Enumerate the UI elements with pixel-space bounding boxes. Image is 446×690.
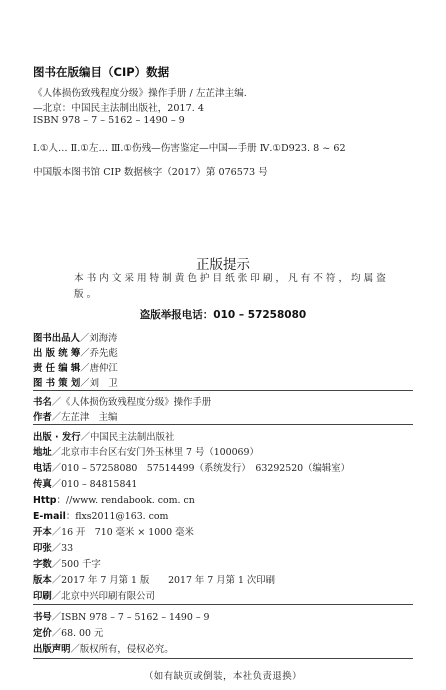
publisher-label: 开本 — [33, 527, 52, 538]
pricing-value: ／版权所有，侵权必究。 — [70, 644, 174, 655]
pricing-value: ／ISBN 978 – 7 – 5162 – 1490 – 9 — [51, 612, 210, 623]
notice-body: 本书内文采用特制黄色护目纸张印刷，凡有不符，均属盗版。 — [74, 273, 389, 300]
staff-label: 出 版 统 筹 — [33, 348, 81, 359]
staff-row — [33, 360, 118, 374]
staff-row — [33, 345, 118, 359]
piracy-hotline: 盗版举报电话：010 – 57258080 — [139, 309, 307, 321]
publisher-row — [33, 460, 350, 474]
publisher-value: ／010 – 84815841 — [51, 479, 138, 490]
staff-value: ／刘 卫 — [80, 378, 118, 389]
publisher-label: 传真 — [33, 479, 52, 490]
notice-title: 正版提示 — [196, 257, 250, 273]
publisher-row — [33, 492, 195, 506]
divider — [33, 390, 413, 391]
book-row — [33, 394, 211, 408]
staff-label: 图书出品人 — [33, 333, 80, 344]
publisher-value: ／北京市丰台区右安门外玉林里 7 号（100069） — [51, 447, 259, 458]
publisher-label: Http — [33, 495, 57, 506]
pricing-row — [33, 625, 103, 639]
publisher-row — [33, 556, 101, 570]
staff-label: 责 任 编 辑 — [33, 363, 81, 374]
staff-row — [33, 375, 118, 389]
publisher-value: ／中国民主法制出版社 — [80, 432, 175, 443]
publisher-label: 地址 — [33, 447, 52, 458]
publisher-row — [33, 476, 137, 490]
publisher-label: 出版 · 发行 — [33, 432, 81, 443]
publisher-value: ／16 开 710 毫米 × 1000 毫米 — [51, 527, 194, 538]
publisher-value: ／北京中兴印刷有限公司 — [51, 591, 155, 602]
pricing-row — [33, 609, 209, 623]
cip-classification-line: Ⅰ.①人… Ⅱ.①左… Ⅲ.①伤残—伤害鉴定—中国—手册 Ⅳ.①D923. 8 ~ 62 — [33, 143, 346, 154]
divider — [33, 604, 413, 605]
publisher-row — [33, 540, 73, 554]
divider — [33, 424, 413, 425]
publisher-value: ／2017 年 7 月第 1 版 2017 年 7 月第 1 次印刷 — [51, 575, 276, 586]
publisher-row — [33, 444, 259, 458]
cip-heading: 图书在版编目（CIP）数据 — [33, 65, 170, 79]
publisher-label: 印张 — [33, 543, 52, 554]
pricing-value: ／68. 00 元 — [51, 628, 104, 639]
cip-title-line: 《人体损伤致残程度分级》操作手册 / 左芷津主编. — [33, 88, 247, 99]
staff-row — [33, 330, 117, 344]
book-label: 书名 — [33, 397, 52, 408]
cip-isbn-line: ISBN 978 – 7 – 5162 – 1490 – 9 — [33, 115, 185, 126]
cip-publisher-line: —北京：中国民主法制出版社，2017. 4 — [33, 103, 204, 114]
publisher-value: ：flxs2011@163. com — [65, 511, 169, 522]
publisher-value: ／500 千字 — [51, 559, 101, 570]
publisher-label: 电话 — [33, 463, 52, 474]
staff-label: 图 书 策 划 — [33, 378, 81, 389]
publisher-label: 字数 — [33, 559, 52, 570]
publisher-value: ：//www. rendabook. com. cn — [56, 495, 195, 506]
book-row — [33, 409, 117, 423]
publisher-value: ／33 — [51, 543, 74, 554]
publisher-value: ／010 – 57258080 57514499（系统发行） 63292520（编辑室） — [51, 463, 351, 474]
cip-record-number: 中国版本图书馆 CIP 数据核字（2017）第 076573 号 — [33, 167, 268, 178]
staff-value: ／刘海涛 — [79, 333, 118, 344]
return-policy-note: （如有缺页或倒装，本社负责退换） — [143, 671, 302, 682]
publisher-row — [33, 588, 155, 602]
publisher-label: E-mail — [33, 511, 66, 522]
publisher-row — [33, 524, 194, 538]
publisher-label: 印刷 — [33, 591, 52, 602]
staff-value: ／乔先彪 — [80, 348, 118, 359]
pricing-label: 出版声明 — [33, 644, 71, 655]
book-value: ／《人体损伤致残程度分级》操作手册 — [51, 397, 212, 408]
publisher-row — [33, 572, 275, 586]
pricing-label: 定价 — [33, 628, 52, 639]
book-value: ／左芷津 主编 — [51, 412, 118, 423]
publisher-row — [33, 429, 174, 443]
pricing-label: 书号 — [33, 612, 52, 623]
divider — [33, 658, 413, 659]
publisher-label: 版本 — [33, 575, 52, 586]
book-label: 作者 — [33, 412, 52, 423]
publisher-row — [33, 508, 168, 522]
staff-value: ／唐仲江 — [80, 363, 118, 374]
pricing-row — [33, 641, 174, 655]
